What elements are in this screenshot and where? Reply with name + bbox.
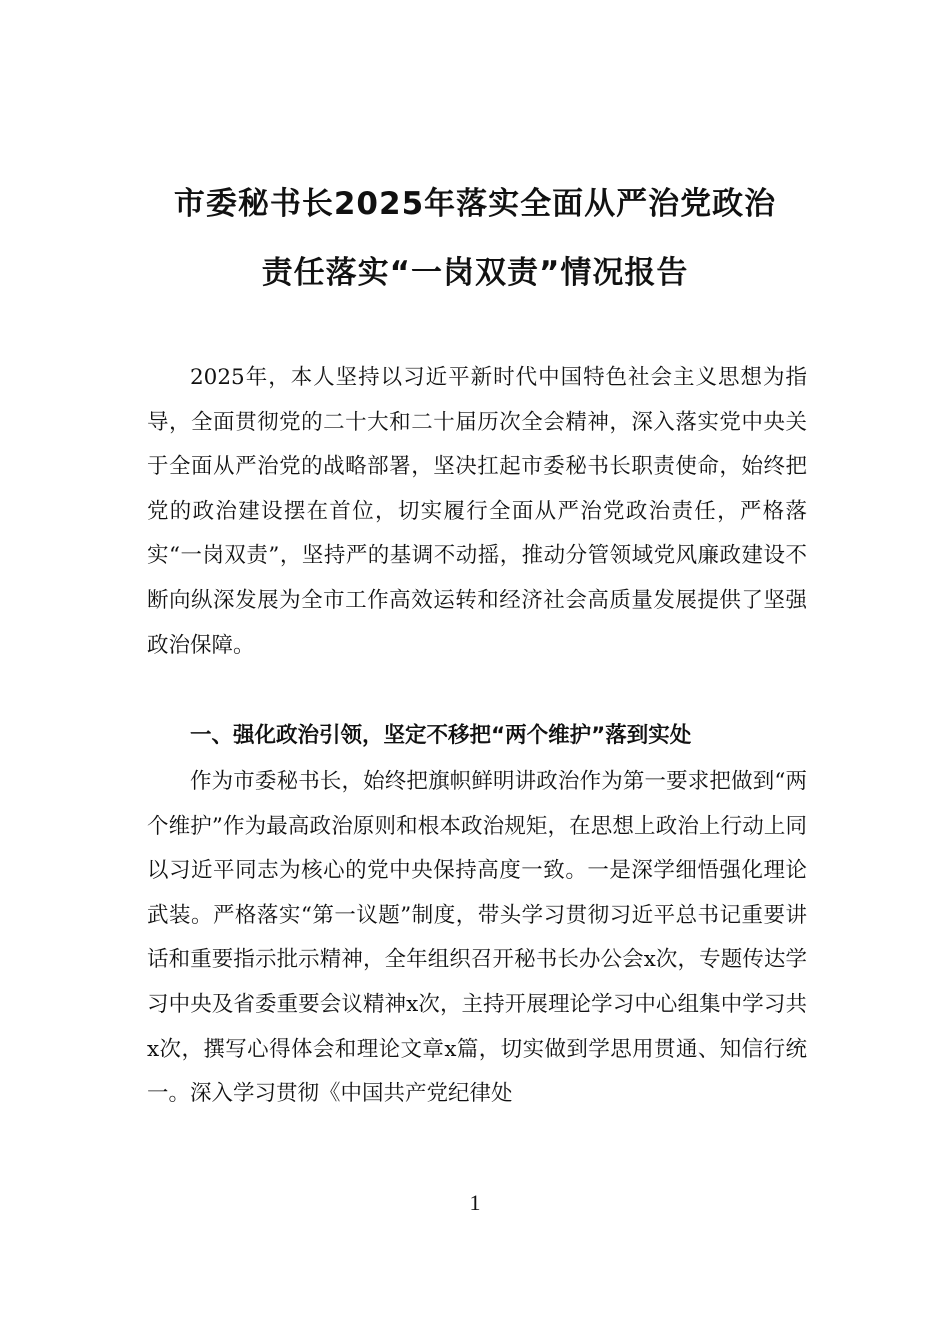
document-title-line-2: 责任落实“一岗双责”情况报告 — [261, 255, 689, 291]
paragraph-intro: 2025年，本人坚持以习近平新时代中国特色社会主义思想为指导，全面贯彻党的二十大和二十届历次全会精神，深入落实党中央关于全面从严治党的战略部署，坚决扛起市委秘书长职责使命，始终把党的政治建设摆在首位，切实履行全面从严治党政治责任，严格落实“一岗双责”，坚持严的基调不动摇，推动分管领域党风廉政建设不断向纵深发展为全市工作高效运转和经济社会高质量发展提供了坚强政治保障。 — [147, 365, 807, 658]
document-title-line-1: 市委秘书长2025年落实全面从严治党政治 — [173, 186, 777, 222]
page-number: 1 — [469, 1190, 481, 1215]
section-heading-1: 一、强化政治引领，坚定不移把“两个维护”落到实处 — [190, 723, 692, 748]
paragraph-section-1: 作为市委秘书长，始终把旗帜鲜明讲政治作为第一要求把做到“两个维护”作为最高政治原则和根本政治规矩，在思想上政治上行动上同以习近平同志为核心的党中央保持高度一致。一是深学细悟强化理论武装。严格落实“第一议题”制度，带头学习贯彻习近平总书记重要讲话和重要指示批示精神，全年组织召开秘书长办公会x次，专题传达学习中央及省委重要会议精神x次，主持开展理论学习中心组集中学习共x次，撰写心得体会和理论文章x篇，切实做到学思用贯通、知信行统一。深入学习贯彻《中国共产党纪律处 — [147, 769, 807, 1107]
